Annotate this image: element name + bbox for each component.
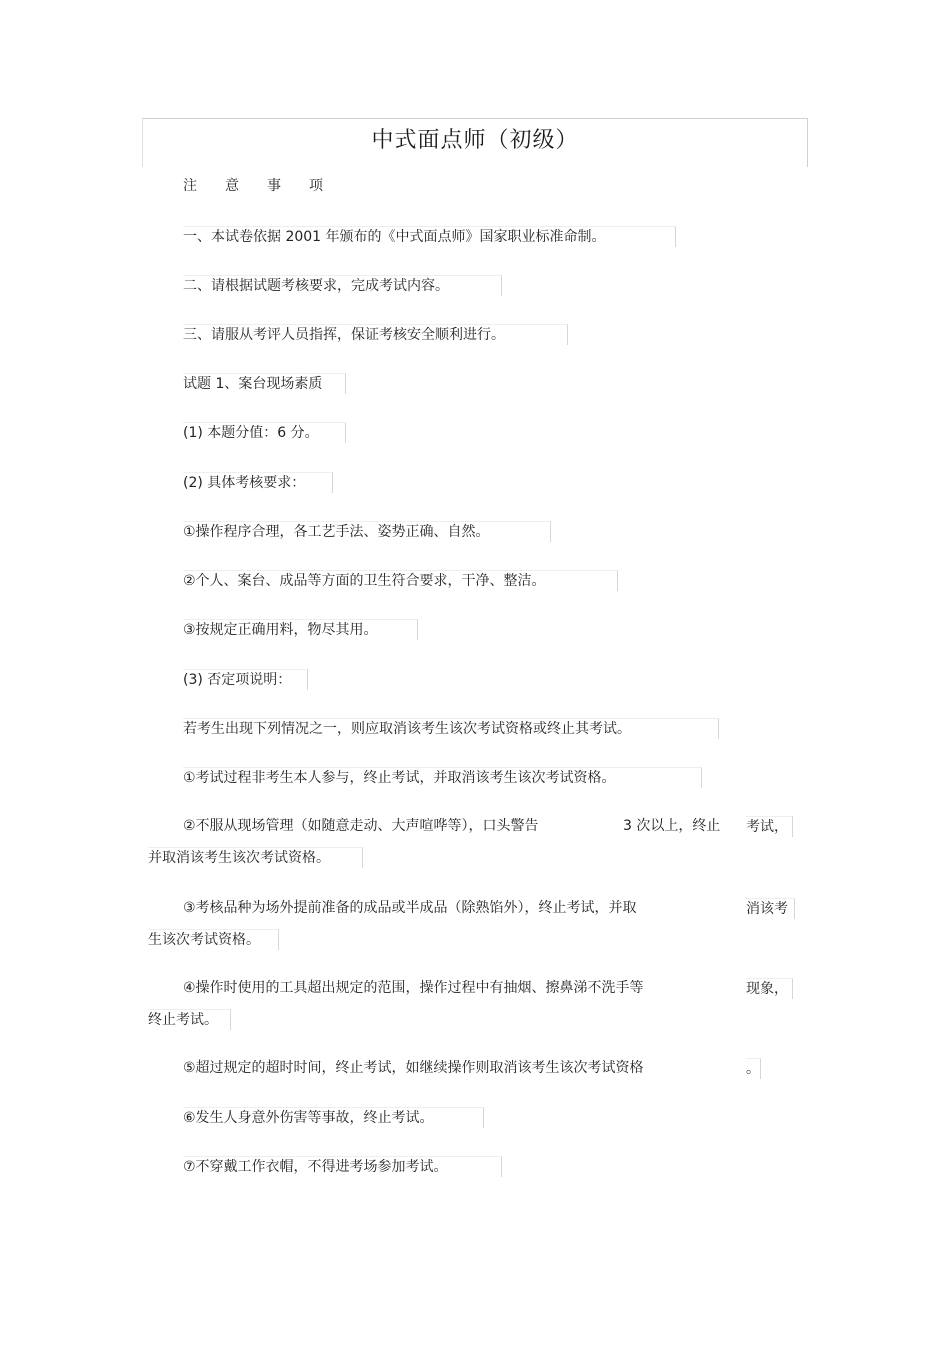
veto-item-4-part-c: 终止考试。 [148, 1009, 231, 1030]
veto-item-4-part-b: 现象， [746, 978, 793, 999]
veto-item-2-part-c: 考试， [746, 816, 793, 837]
score-value: 6 分。 [277, 425, 319, 441]
requirement-item-1: ①操作程序合理，各工艺手法、姿势正确、自然。 [183, 521, 551, 542]
veto-item-2-part-a: ②不服从现场管理（如随意走动、大声喧哗等），口头警告 [183, 818, 539, 834]
veto-item-7: ⑦不穿戴工作衣帽，不得进考场参加考试。 [183, 1156, 502, 1177]
notice-item-2: 二、请根据试题考核要求，完成考试内容。 [183, 275, 502, 296]
veto-item-4-part-a: ④操作时使用的工具超出规定的范围，操作过程中有抽烟、擦鼻涕不洗手等 [183, 980, 644, 996]
veto-item-3-part-a: ③考核品种为场外提前准备的成品或半成品（除熟馅外），终止考试，并取 [183, 900, 637, 916]
score-label: (1) 本题分值： [183, 425, 278, 441]
veto-item-5-part-a: ⑤超过规定的超时时间，终止考试，如继续操作则取消该考生该次考试资格 [183, 1060, 644, 1076]
page-title: 中式面点师（初级） [371, 128, 579, 153]
score-line [183, 422, 346, 443]
veto-label: (3) 否定项说明： [183, 669, 308, 690]
veto-item-2-part-b: 3 次以上，终止 [623, 818, 721, 834]
veto-item-3-part-b: 消该考 [746, 898, 795, 919]
veto-item-2-part-d: 并取消该考生该次考试资格。 [148, 847, 363, 868]
question-title: 试题 1、案台现场素质 [183, 373, 346, 394]
notice-item-1: 一、本试卷依据 2001 年颁布的《中式面点师》国家职业标准命制。 [183, 226, 676, 247]
veto-item-6: ⑥发生人身意外伤害等事故，终止考试。 [183, 1107, 484, 1128]
veto-intro: 若考生出现下列情况之一，则应取消该考生该次考试资格或终止其考试。 [183, 718, 719, 739]
notice-item-3: 三、请服从考评人员指挥，保证考核安全顺利进行。 [183, 324, 568, 345]
veto-item-5-part-b: 。 [746, 1058, 761, 1079]
notice-heading: 注意事项 [183, 178, 351, 194]
requirements-label: (2) 具体考核要求： [183, 472, 333, 493]
requirement-item-2: ②个人、案台、成品等方面的卫生符合要求，干净、整洁。 [183, 570, 618, 591]
veto-item-3-part-c: 生该次考试资格。 [148, 929, 279, 950]
requirement-item-3: ③按规定正确用料，物尽其用。 [183, 619, 418, 640]
veto-item-1: ①考试过程非考生本人参与，终止考试，并取消该考生该次考试资格。 [183, 767, 702, 788]
